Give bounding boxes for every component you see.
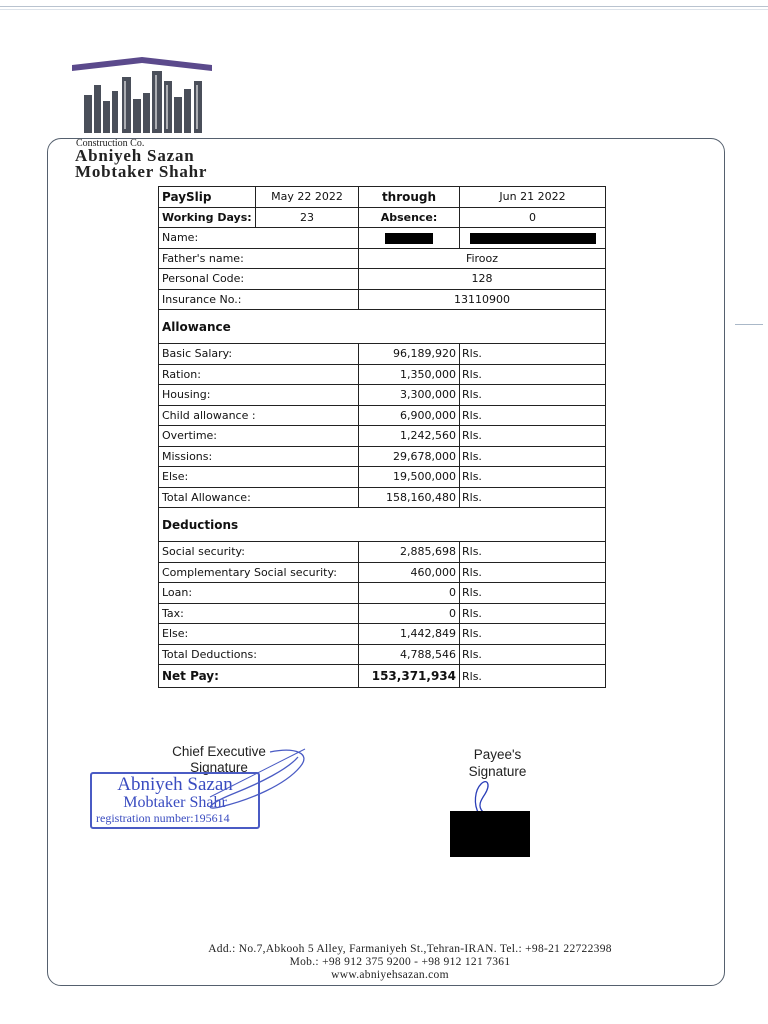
table-row: [159, 405, 606, 426]
allowance-label: Missions:: [159, 446, 359, 467]
deduction-amount: 1,442,849: [359, 624, 460, 645]
deduction-unit: Rls.: [460, 583, 606, 604]
allowance-unit: Rls.: [460, 344, 606, 365]
allowance-amount: 29,678,000: [359, 446, 460, 467]
deduction-unit: Rls.: [460, 644, 606, 665]
footer-website: www.abniyehsazan.com: [331, 969, 449, 981]
allowance-amount: 158,160,480: [359, 487, 460, 508]
chief-signature-line2: Signature: [190, 760, 248, 775]
table-row: [159, 364, 606, 385]
table-row: [159, 562, 606, 583]
deduction-amount: 2,885,698: [359, 542, 460, 563]
payslip-table: [158, 186, 606, 688]
allowance-amount: 96,189,920: [359, 344, 460, 365]
through-label: through: [359, 187, 460, 208]
total-allowance-row: [159, 487, 606, 508]
allowance-unit: Rls.: [460, 364, 606, 385]
personal-code-label: Personal Code:: [159, 269, 359, 290]
deduction-unit: Rls.: [460, 542, 606, 563]
chief-signature-scribble-icon: [180, 745, 315, 815]
period-row: [159, 187, 606, 208]
allowance-label: Ration:: [159, 364, 359, 385]
table-row: [159, 583, 606, 604]
insurance-row: [159, 289, 606, 310]
allowance-heading-row: [159, 310, 606, 344]
allowance-amount: 3,300,000: [359, 385, 460, 406]
scan-top-line: [0, 6, 768, 7]
fathers-name-row: [159, 248, 606, 269]
name-row: [159, 228, 606, 249]
deductions-heading: Deductions: [159, 508, 606, 542]
allowance-unit: Rls.: [460, 446, 606, 467]
company-caption: Construction Co.: [76, 138, 145, 149]
table-row: [159, 344, 606, 365]
net-pay-amount: 153,371,934: [359, 665, 460, 688]
insurance-label: Insurance No.:: [159, 289, 359, 310]
allowance-label: Overtime:: [159, 426, 359, 447]
first-name-redacted: [359, 228, 460, 249]
company-name-line1: Abniyeh Sazan: [75, 146, 195, 165]
company-name-line2: Mobtaker Shahr: [75, 162, 208, 181]
personal-code-row: [159, 269, 606, 290]
allowance-amount: 1,350,000: [359, 364, 460, 385]
table-row: [159, 603, 606, 624]
allowance-heading: Allowance: [159, 310, 606, 344]
footer-address: Add.: No.7,Abkooh 5 Alley, Farmaniyeh St.,Tehran-IRAN. Tel.: +98-21 22722398: [208, 943, 612, 955]
deduction-unit: Rls.: [460, 562, 606, 583]
stamp-line1: Abniyeh Sazan: [117, 774, 233, 795]
footer-mobile: Mob.: +98 912 375 9200 - +98 912 121 7361: [289, 956, 511, 968]
allowance-label: Housing:: [159, 385, 359, 406]
allowance-unit: Rls.: [460, 405, 606, 426]
table-row: [159, 624, 606, 645]
margin-mark: [735, 324, 763, 325]
deduction-amount: 0: [359, 583, 460, 604]
personal-code-value: 128: [359, 269, 606, 290]
allowance-label: Basic Salary:: [159, 344, 359, 365]
deduction-label: Total Deductions:: [159, 644, 359, 665]
deduction-unit: Rls.: [460, 624, 606, 645]
allowance-label: Child allowance :: [159, 405, 359, 426]
total-deductions-row: [159, 644, 606, 665]
allowance-amount: 19,500,000: [359, 467, 460, 488]
scan-top-line-2: [0, 9, 768, 10]
net-pay-row: [159, 665, 606, 688]
deduction-amount: 0: [359, 603, 460, 624]
allowance-unit: Rls.: [460, 426, 606, 447]
chief-signature-line1: Chief Executive: [172, 744, 266, 759]
last-name-redacted: [460, 228, 606, 249]
period-to: Jun 21 2022: [460, 187, 606, 208]
period-from: May 22 2022: [256, 187, 359, 208]
table-row: [159, 426, 606, 447]
insurance-value: 13110900: [359, 289, 606, 310]
allowance-unit: Rls.: [460, 385, 606, 406]
deduction-unit: Rls.: [460, 603, 606, 624]
net-pay-unit: Rls.: [460, 665, 606, 688]
payslip-title: PaySlip: [159, 187, 256, 208]
allowance-label: Else:: [159, 467, 359, 488]
payee-signature-scribble-icon: [465, 776, 505, 816]
working-days-value: 23: [256, 207, 359, 228]
allowance-unit: Rls.: [460, 487, 606, 508]
allowance-amount: 1,242,560: [359, 426, 460, 447]
fathers-name-value: Firooz: [359, 248, 606, 269]
payee-signature-redacted: [450, 811, 530, 857]
payee-signature-line2: Signature: [468, 764, 527, 779]
stamp-line2: Mobtaker Shahr: [123, 794, 227, 811]
table-row: [159, 446, 606, 467]
deduction-amount: 460,000: [359, 562, 460, 583]
absence-value: 0: [460, 207, 606, 228]
fathers-name-label: Father's name:: [159, 248, 359, 269]
net-pay-label: Net Pay:: [159, 665, 359, 688]
deduction-label: Else:: [159, 624, 359, 645]
payee-signature-label: [455, 746, 540, 780]
attendance-row: [159, 207, 606, 228]
table-row: [159, 542, 606, 563]
payee-signature-line1: Payee's: [473, 747, 522, 762]
working-days-label: Working Days:: [159, 207, 256, 228]
name-label: Name:: [159, 228, 359, 249]
deduction-label: Tax:: [159, 603, 359, 624]
table-row: [159, 467, 606, 488]
allowance-amount: 6,900,000: [359, 405, 460, 426]
stamp-line3: registration number:195614: [96, 811, 230, 825]
deduction-label: Social security:: [159, 542, 359, 563]
allowance-label: Total Allowance:: [159, 487, 359, 508]
deductions-heading-row: [159, 508, 606, 542]
deduction-label: Complementary Social security:: [159, 562, 359, 583]
company-logo-icon: [70, 55, 215, 135]
allowance-unit: Rls.: [460, 467, 606, 488]
absence-label: Absence:: [359, 207, 460, 228]
deduction-amount: 4,788,546: [359, 644, 460, 665]
deduction-label: Loan:: [159, 583, 359, 604]
table-row: [159, 385, 606, 406]
